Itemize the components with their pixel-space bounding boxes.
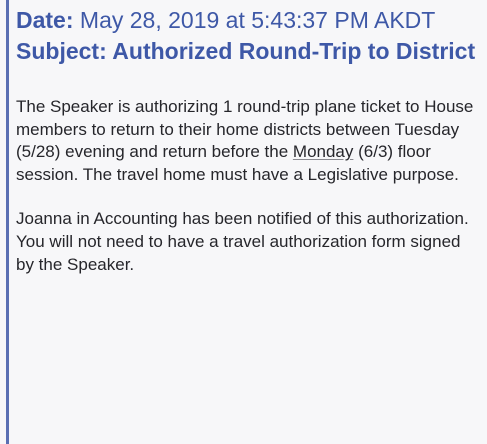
forwarded-email xyxy=(16,0,476,276)
paragraph-1-text-end: (6/3) floor session. The travel home must have a Legislative purpose. xyxy=(16,142,459,184)
date-value[interactable]: May 28, 2019 at 5:43:37 PM AKDT xyxy=(79,7,436,33)
subject-header xyxy=(16,36,476,67)
paragraph-1-text-start: The Speaker is authorizing 1 round-trip plane ticket to House members to return to their home districts between Tuesday (5/28) evening and return before the xyxy=(16,97,474,162)
subject-label: Subject: xyxy=(16,38,107,64)
body-paragraph-1 xyxy=(16,96,478,186)
email-body xyxy=(16,96,478,276)
cut-off-header-line xyxy=(16,0,476,1)
subject-value: Authorized Round-Trip to District xyxy=(112,38,476,64)
body-paragraph-2: Joanna in Accounting has been notified of this authorization. You will not need to have a travel authorization form signed by the Speaker. xyxy=(16,209,469,274)
date-header xyxy=(16,5,476,36)
quote-bar xyxy=(6,0,9,444)
date-label: Date: xyxy=(16,7,74,33)
monday-date-link[interactable]: Monday xyxy=(292,142,354,162)
